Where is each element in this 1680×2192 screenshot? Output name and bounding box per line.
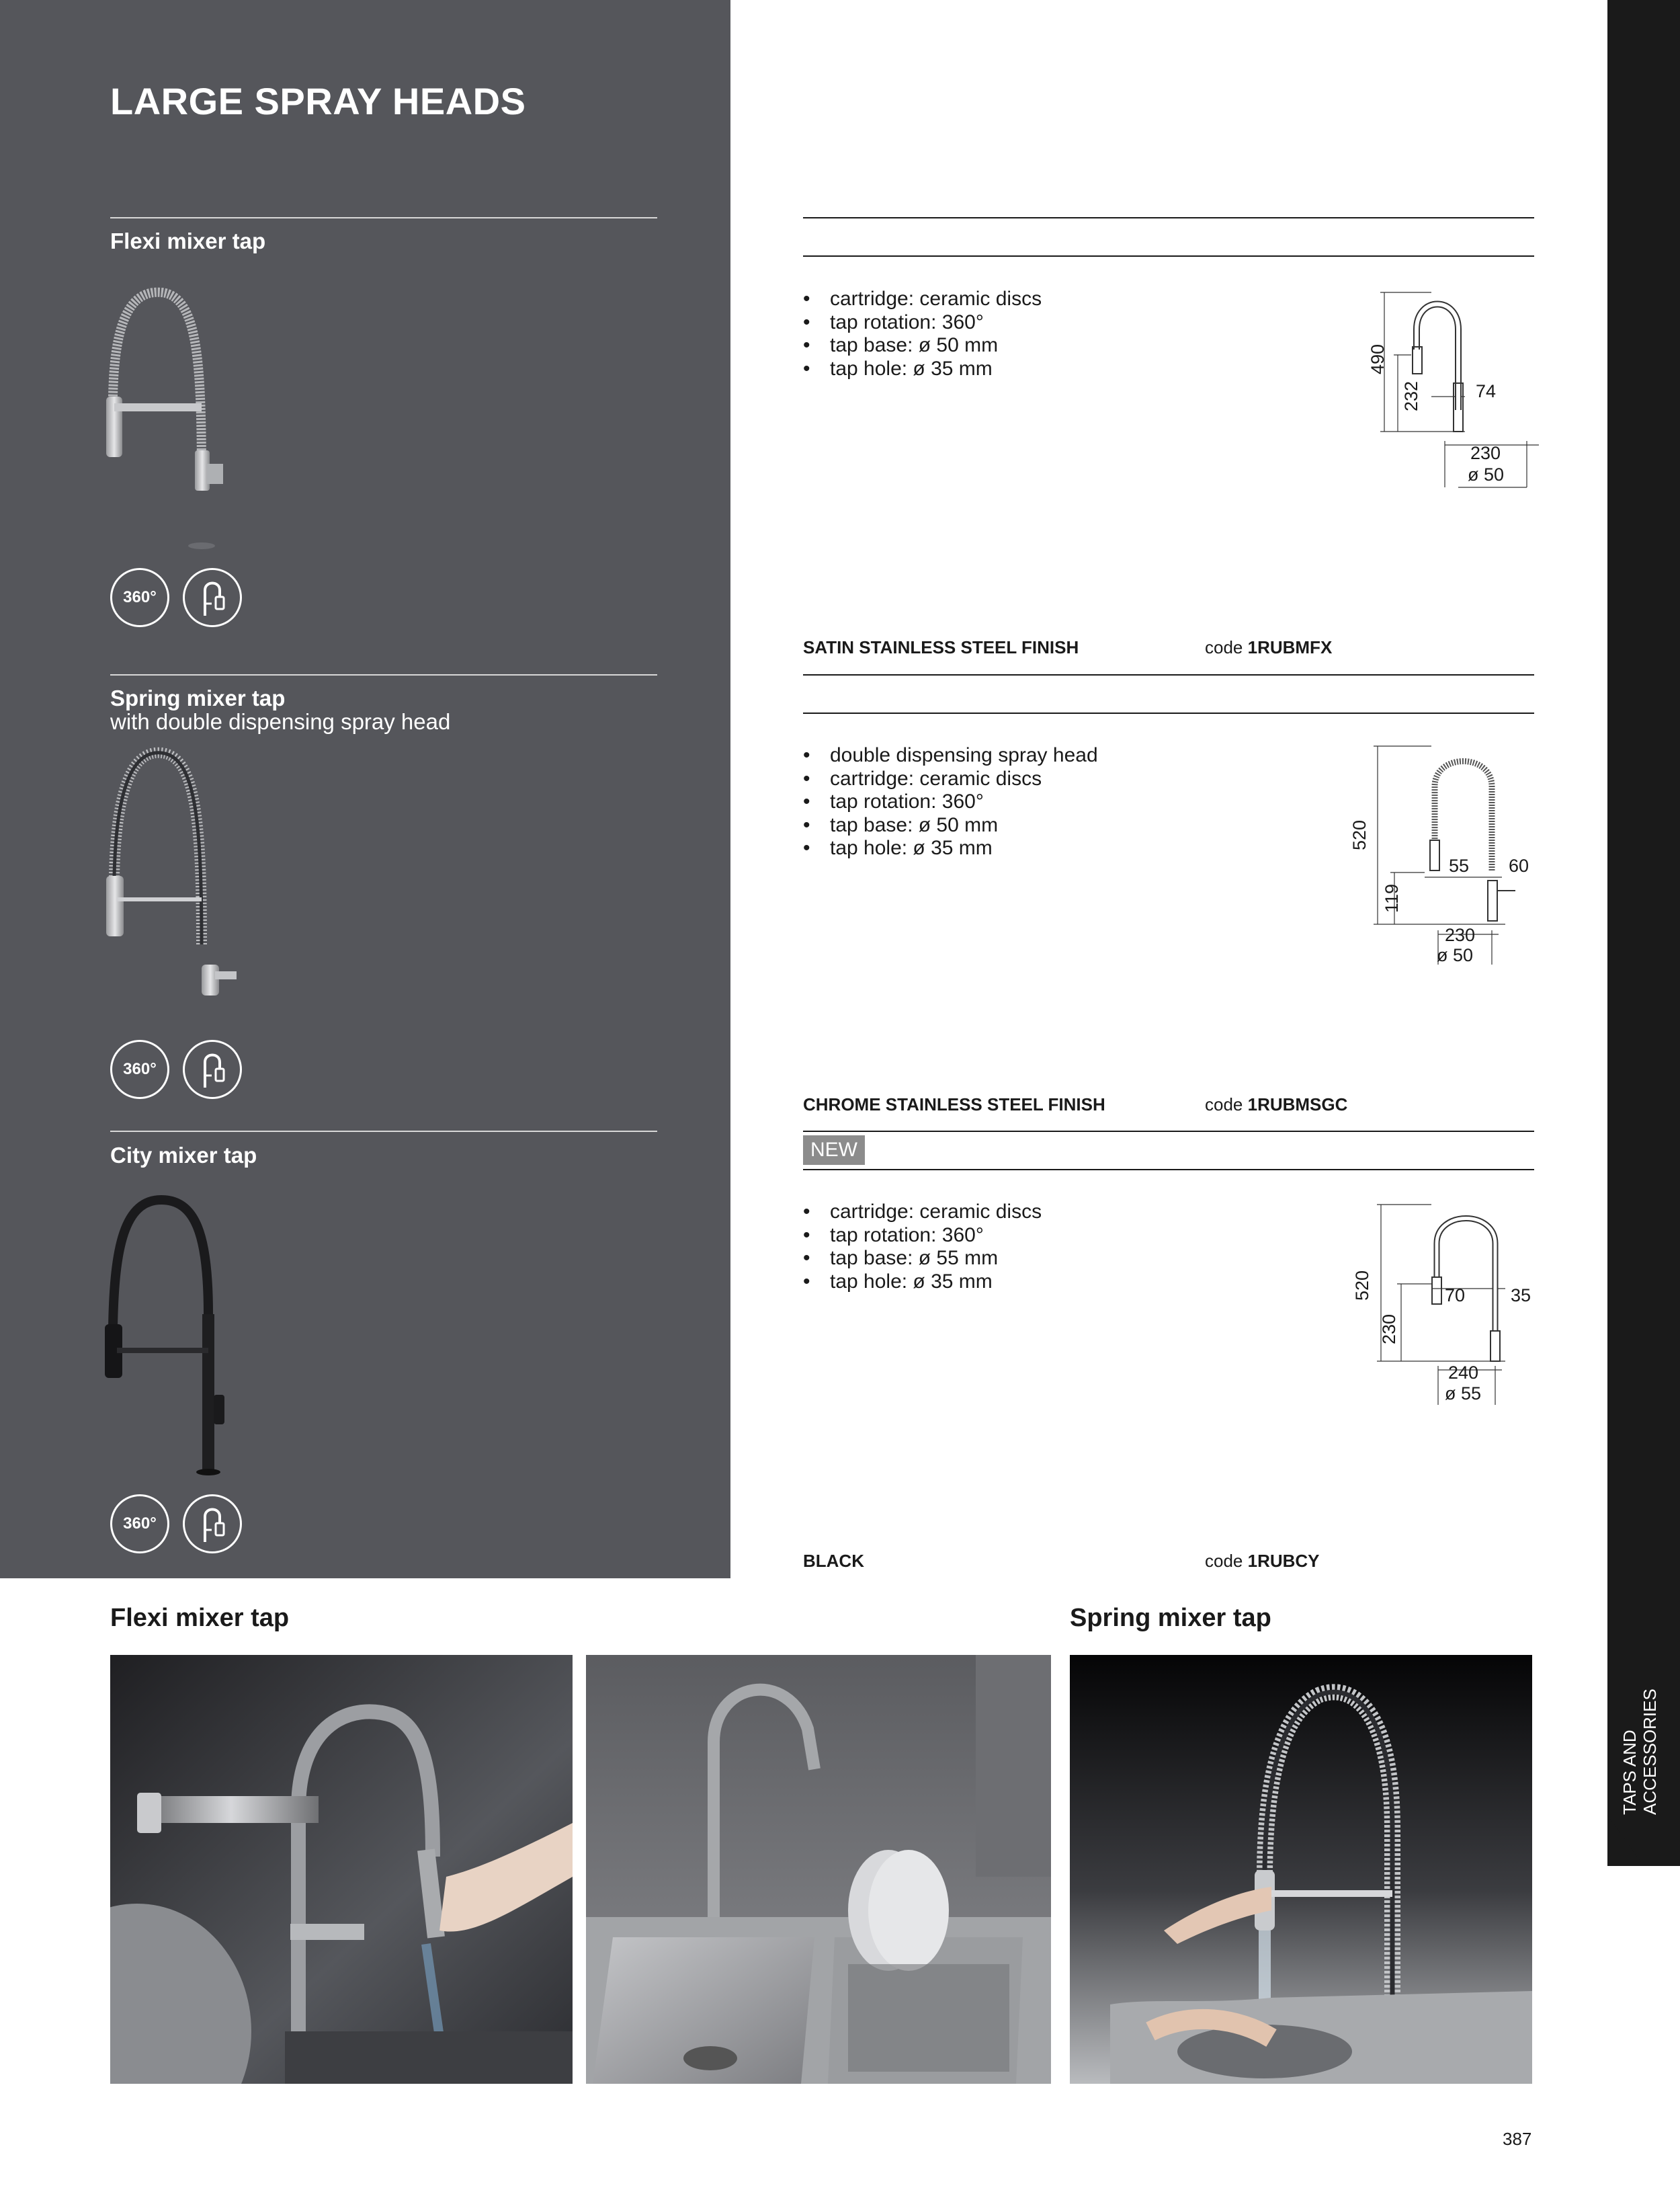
rotation-360-icon: 360° (110, 1494, 169, 1553)
feature-list (803, 288, 1042, 380)
divider (803, 674, 1534, 676)
finish-label: SATIN STAINLESS STEEL FINISH (803, 637, 1079, 657)
new-badge: NEW (803, 1135, 865, 1165)
feature-item: • tap rotation: 360° (803, 1224, 1042, 1248)
dimension-label: 240 (1448, 1363, 1479, 1383)
rotation-360-icon: 360° (110, 568, 169, 627)
feature-item: • tap rotation: 360° (803, 311, 1042, 335)
feature-item: • cartridge: ceramic discs (803, 768, 1098, 791)
section-side-tab (1607, 0, 1680, 1866)
product-code: code 1RUBMSGC (1205, 1094, 1348, 1114)
product-name: City mixer tap (110, 1143, 257, 1168)
rotation-360-icon: 360° (110, 1040, 169, 1099)
product-name: Flexi mixer tap (110, 229, 266, 253)
dimension-label: 230 (1379, 1313, 1399, 1344)
dimension-label: 230 (1445, 925, 1476, 945)
product-name: Spring mixer tap (110, 686, 286, 711)
divider (803, 217, 1534, 218)
dimension-label: 230 (1470, 443, 1501, 463)
feature-item: • tap hole: ø 35 mm (803, 358, 1042, 381)
divider (803, 713, 1534, 714)
feature-item: • double dispensing spray head (803, 744, 1098, 768)
dimension-label: 520 (1349, 819, 1370, 850)
technical-drawing (1357, 282, 1546, 497)
dimension-label: 60 (1509, 856, 1529, 876)
divider (803, 255, 1534, 257)
dimension-label: ø 50 (1468, 464, 1505, 485)
product-subtitle: with double dispensing spray head (110, 709, 451, 734)
dimension-label: 232 (1401, 380, 1421, 411)
flexi-kitchen-photo (110, 1655, 573, 2084)
side-tab-line: TAPS AND (1620, 1730, 1640, 1815)
product-code: code 1RUBMFX (1205, 637, 1333, 657)
divider (110, 217, 657, 218)
spring-tap-photo (1070, 1655, 1532, 2084)
dimension-label: 55 (1449, 856, 1470, 876)
dimension-label: 74 (1476, 381, 1497, 401)
feature-list (803, 744, 1098, 860)
dimension-label: 70 (1445, 1285, 1466, 1305)
page-number: 387 (1503, 2129, 1532, 2149)
flexi-tap-image (101, 282, 255, 551)
pull-out-spray-icon (183, 1040, 242, 1099)
finish-label: CHROME STAINLESS STEEL FINISH (803, 1094, 1105, 1114)
pull-out-spray-icon (183, 1494, 242, 1553)
product-code: code 1RUBCY (1205, 1551, 1320, 1571)
flexi-sink-photo (586, 1655, 1051, 2084)
divider (110, 1131, 657, 1132)
feature-item: • tap rotation: 360° (803, 790, 1098, 814)
section-side-tab-label (1620, 1654, 1660, 1815)
divider (803, 1131, 1534, 1132)
side-tab-notch (1607, 1815, 1644, 1866)
divider (803, 1169, 1534, 1170)
divider (110, 674, 657, 676)
gallery-caption-spring: Spring mixer tap (1070, 1604, 1271, 1632)
side-tab-line: ACCESSORIES (1640, 1689, 1660, 1815)
feature-item: • tap base: ø 50 mm (803, 814, 1098, 838)
feature-item: • cartridge: ceramic discs (803, 1201, 1042, 1224)
city-tap-image (101, 1193, 255, 1475)
feature-item: • cartridge: ceramic discs (803, 288, 1042, 311)
dimension-label: 490 (1368, 343, 1388, 374)
dimension-label: 520 (1352, 1270, 1372, 1301)
dimension-label: ø 50 (1437, 945, 1474, 965)
spring-tap-image (101, 743, 262, 1025)
finish-label: BLACK (803, 1551, 864, 1571)
dimension-label: 35 (1511, 1285, 1531, 1305)
feature-item: • tap base: ø 50 mm (803, 334, 1042, 358)
dimension-label: 119 (1382, 883, 1402, 913)
feature-item: • tap hole: ø 35 mm (803, 1270, 1042, 1294)
gallery-caption-flexi: Flexi mixer tap (110, 1604, 290, 1632)
feature-list (803, 1201, 1042, 1293)
feature-item: • tap hole: ø 35 mm (803, 837, 1098, 860)
feature-item: • tap base: ø 55 mm (803, 1247, 1042, 1270)
pull-out-spray-icon (183, 568, 242, 627)
dimension-label: ø 55 (1445, 1383, 1482, 1404)
page-title: LARGE SPRAY HEADS (110, 80, 526, 122)
